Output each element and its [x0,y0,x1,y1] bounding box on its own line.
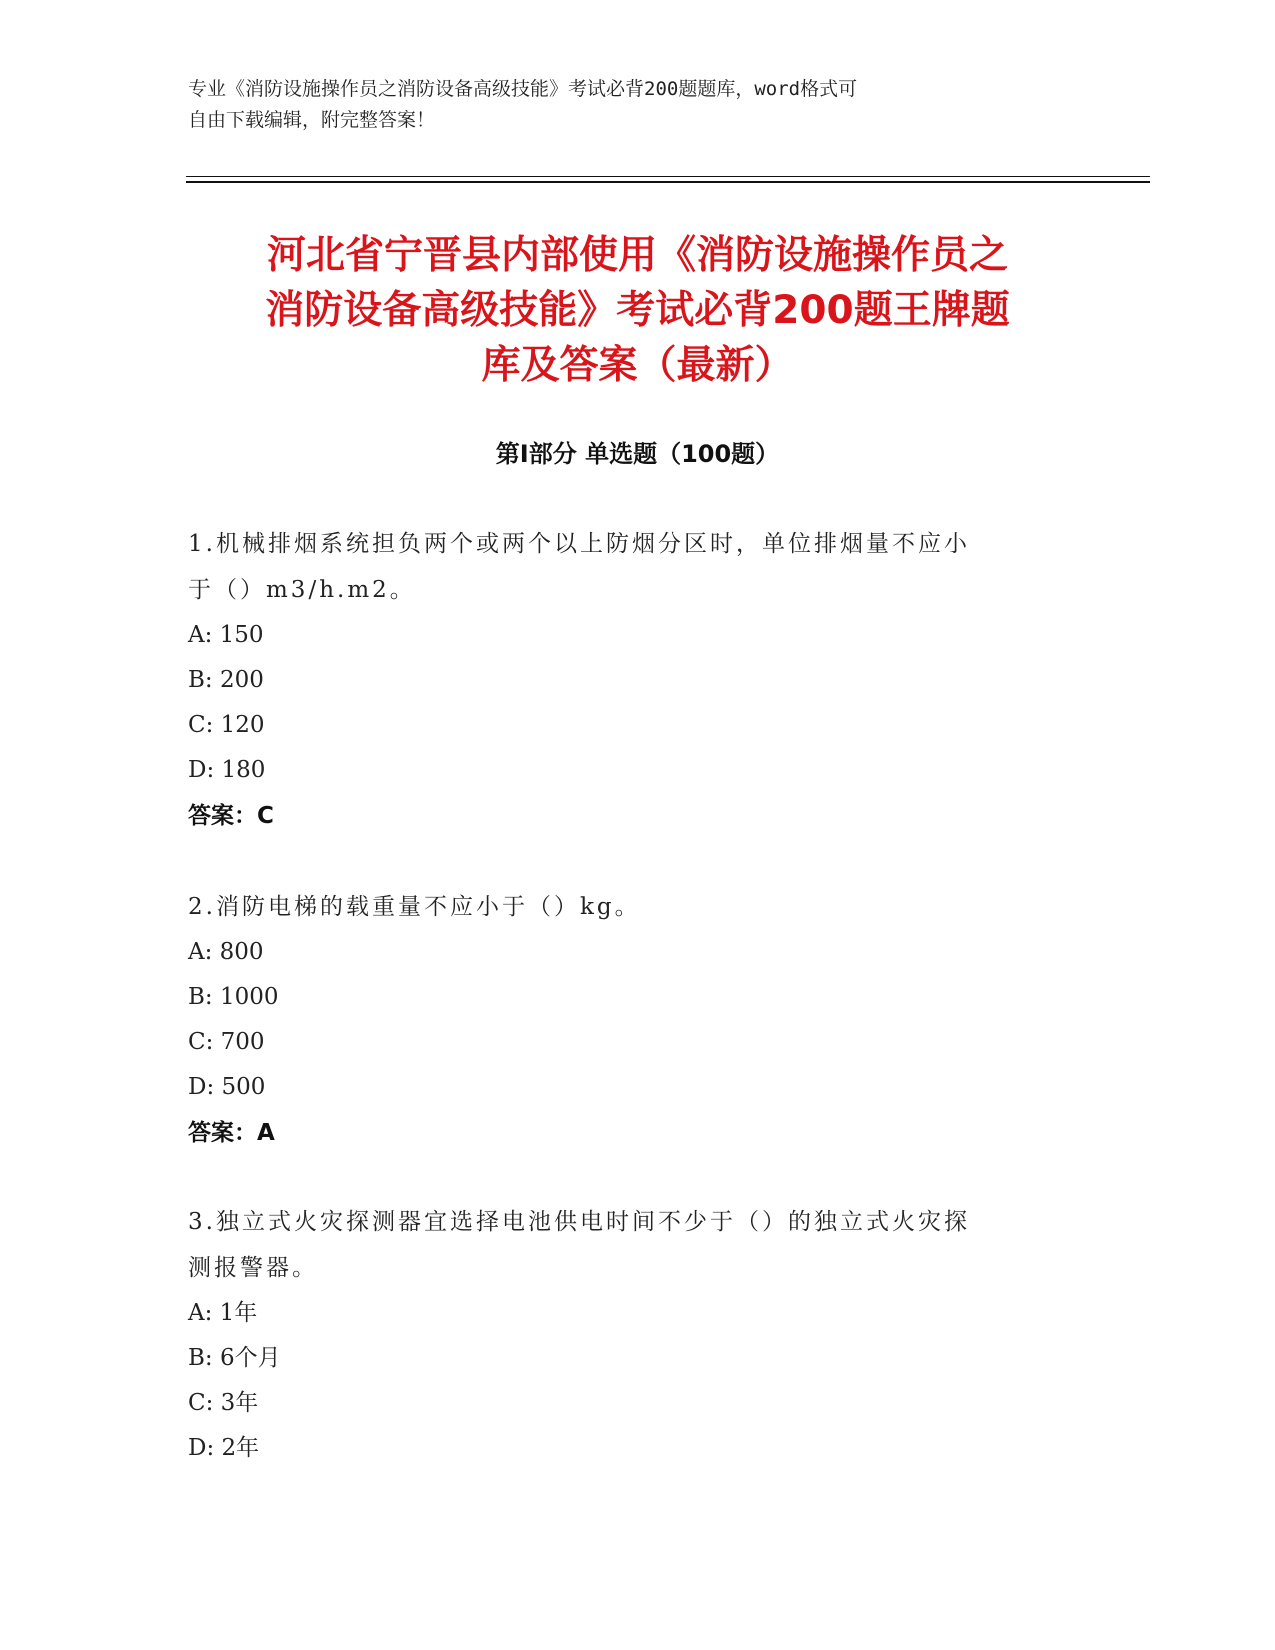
section-heading: 第I部分 单选题（100题） [495,440,780,468]
option-a: A: 150 [188,622,264,648]
option-d: D: 2年 [188,1435,260,1461]
title-line-1: 河北省宁晋县内部使用《消防设施操作员之 [266,233,1008,278]
question-text-line: 1.机械排烟系统担负两个或两个以上防烟分区时，单位排烟量不应小 [188,531,970,557]
option-b: B: 200 [188,667,264,693]
title-line-2: 消防设备高级技能》考试必背200题王牌题 [265,288,1010,333]
question-block [188,884,1068,1156]
question-text-line: 3.独立式火灾探测器宜选择电池供电时间不少于（）的独立式火灾探 [188,1209,970,1235]
option-c: C: 700 [188,1029,265,1055]
answer-line: 答案：A [188,1120,275,1146]
question-text-line: 于（）m3/h.m2。 [188,577,416,603]
question-text-line: 测报警器。 [188,1255,318,1281]
header-description [188,74,1088,136]
option-b: B: 1000 [188,984,279,1010]
option-d: D: 500 [188,1074,266,1100]
question-block [188,521,1068,839]
option-a: A: 1年 [188,1300,258,1326]
option-c: C: 3年 [188,1390,259,1416]
document-title [150,228,1125,393]
question-block [188,1199,1068,1471]
answer-line: 答案：C [188,803,274,829]
header-line-2: 自由下载编辑，附完整答案！ [188,109,436,131]
title-line-3: 库及答案（最新） [481,343,794,388]
header-line-1: 专业《消防设施操作员之消防设备高级技能》考试必背200题题库，word格式可 [188,78,858,100]
header-divider-thick [186,181,1150,183]
option-a: A: 800 [188,939,264,965]
header-divider-thin [186,176,1150,177]
option-b: B: 6个月 [188,1345,281,1371]
option-c: C: 120 [188,712,265,738]
question-text-line: 2.消防电梯的载重量不应小于（）kg。 [188,894,641,920]
option-d: D: 180 [188,757,266,783]
